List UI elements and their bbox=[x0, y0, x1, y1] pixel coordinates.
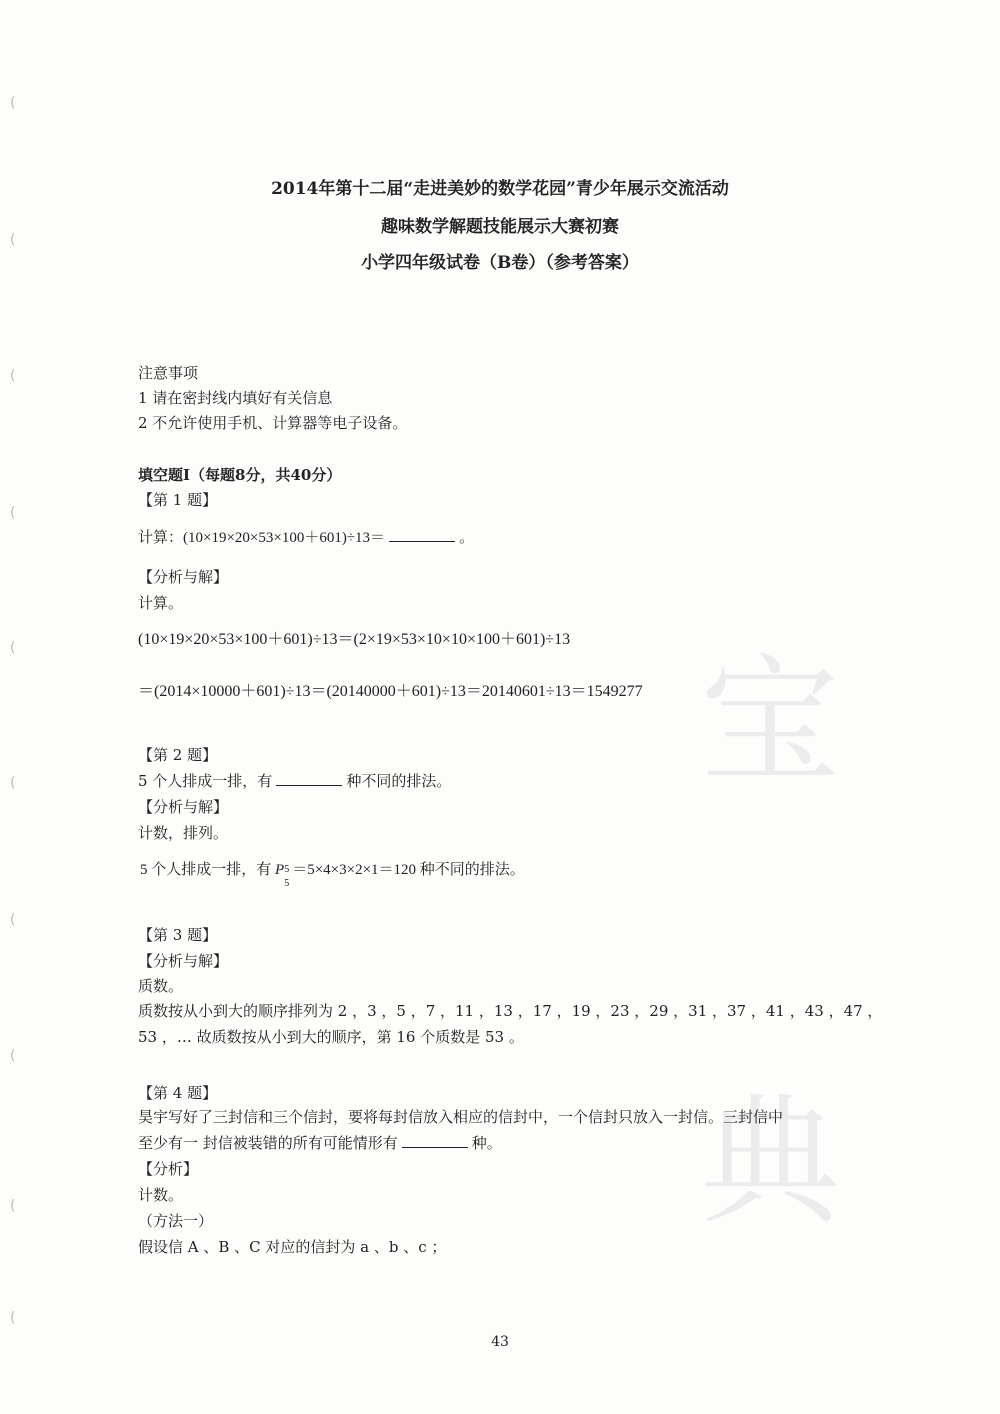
header-title-line2: 趣味数学解题技能展示大赛初赛 bbox=[381, 217, 619, 237]
watermark-char: 典 bbox=[700, 1081, 841, 1244]
question-prompt: 昊宇写好了三封信和三个信封，要将每封信放入相应的信封中，一个信封只放入一封信。三封信中 bbox=[138, 1108, 784, 1126]
analysis-label: 【分析】 bbox=[138, 1160, 199, 1178]
answer-blank bbox=[389, 527, 455, 542]
question-prompt bbox=[138, 526, 474, 547]
permutation-sup: 5 bbox=[284, 864, 290, 875]
solution-text: ＝5×4×3×2×1＝120 种不同的排法。 bbox=[292, 862, 525, 878]
binder-mark: ( bbox=[10, 1198, 16, 1214]
section-title: 填空题Ⅰ（每题8分，共40分） bbox=[138, 466, 342, 484]
binder-mark: ( bbox=[10, 912, 16, 928]
binder-mark: ( bbox=[10, 232, 16, 248]
binder-mark: ( bbox=[10, 640, 16, 656]
solution-text: 5 个人排成一排，有 bbox=[140, 862, 276, 878]
analysis-label: 【分析与解】 bbox=[138, 952, 229, 970]
question-end: 。 bbox=[459, 530, 475, 546]
answer-blank bbox=[402, 1133, 468, 1148]
notes-title: 注意事项 bbox=[138, 364, 199, 382]
question-label: 【第 3 题】 bbox=[138, 926, 218, 944]
binder-mark: ( bbox=[10, 775, 16, 791]
page-number: 43 bbox=[491, 1334, 509, 1350]
solution-equation: (10×19×20×53×100＋601)÷13＝(2×19×53×10×10×100＋601)÷13 bbox=[138, 631, 571, 648]
analysis-label: 【分析与解】 bbox=[138, 798, 229, 816]
header-title-line3: 小学四年级试卷（B卷）（参考答案） bbox=[361, 253, 639, 273]
analysis-label: 【分析与解】 bbox=[138, 568, 229, 586]
question-label: 【第 2 题】 bbox=[138, 746, 218, 764]
solution-line: 53 ，… 故质数按从小到大的顺序，第 16 个质数是 53 。 bbox=[138, 1028, 524, 1046]
notes-item: 1 请在密封线内填好有关信息 bbox=[138, 389, 333, 407]
permutation-symbol: P bbox=[275, 862, 285, 878]
binder-mark: ( bbox=[10, 505, 16, 521]
question-prompt bbox=[138, 770, 451, 791]
solution-line: 假设信 A 、B 、C 对应的信封为 a 、b 、c ； bbox=[138, 1238, 447, 1256]
question-label: 【第 4 题】 bbox=[138, 1084, 218, 1102]
watermark-char: 宝 bbox=[700, 641, 841, 804]
binder-mark: ( bbox=[10, 1048, 16, 1064]
question-text: 至少有一 封信被装错的所有可能情形有 bbox=[138, 1134, 398, 1152]
method-label: （方法一） bbox=[138, 1212, 214, 1230]
solution-line: 质数按从小到大的顺序排列为 2 ，3 ，5 ，7 ，11 ，13 ，17 ，19 ，23 ，29 ，31 ，37 ，41 ，43 ，47 ， bbox=[138, 1002, 883, 1020]
binder-mark: ( bbox=[10, 368, 16, 384]
header-title-line1: 2014年第十二届“走进美妙的数学花园”青少年展示交流活动 bbox=[271, 179, 729, 199]
question-text: 种不同的排法。 bbox=[346, 772, 452, 790]
analysis-type: 计算。 bbox=[138, 594, 184, 612]
notes-item: 2 不允许使用手机、计算器等电子设备。 bbox=[138, 414, 408, 432]
solution-equation: ＝(2014×10000＋601)÷13＝(20140000＋601)÷13＝20140601÷13＝1549277 bbox=[138, 683, 643, 700]
binder-mark: ( bbox=[10, 1310, 16, 1326]
binder-mark: ( bbox=[10, 95, 16, 111]
answer-blank bbox=[276, 771, 342, 786]
question-text: 计算：(10×19×20×53×100＋601)÷13＝ bbox=[138, 530, 386, 546]
question-text: 种。 bbox=[471, 1134, 502, 1152]
analysis-type: 质数。 bbox=[138, 977, 184, 995]
solution-line bbox=[140, 858, 525, 889]
question-text: 5 个人排成一排，有 bbox=[138, 772, 273, 790]
question-prompt bbox=[138, 1132, 502, 1153]
analysis-type: 计数。 bbox=[138, 1186, 184, 1204]
question-label: 【第 1 题】 bbox=[138, 491, 218, 509]
permutation-sub: 5 bbox=[284, 878, 290, 889]
analysis-type: 计数，排列。 bbox=[138, 824, 229, 842]
